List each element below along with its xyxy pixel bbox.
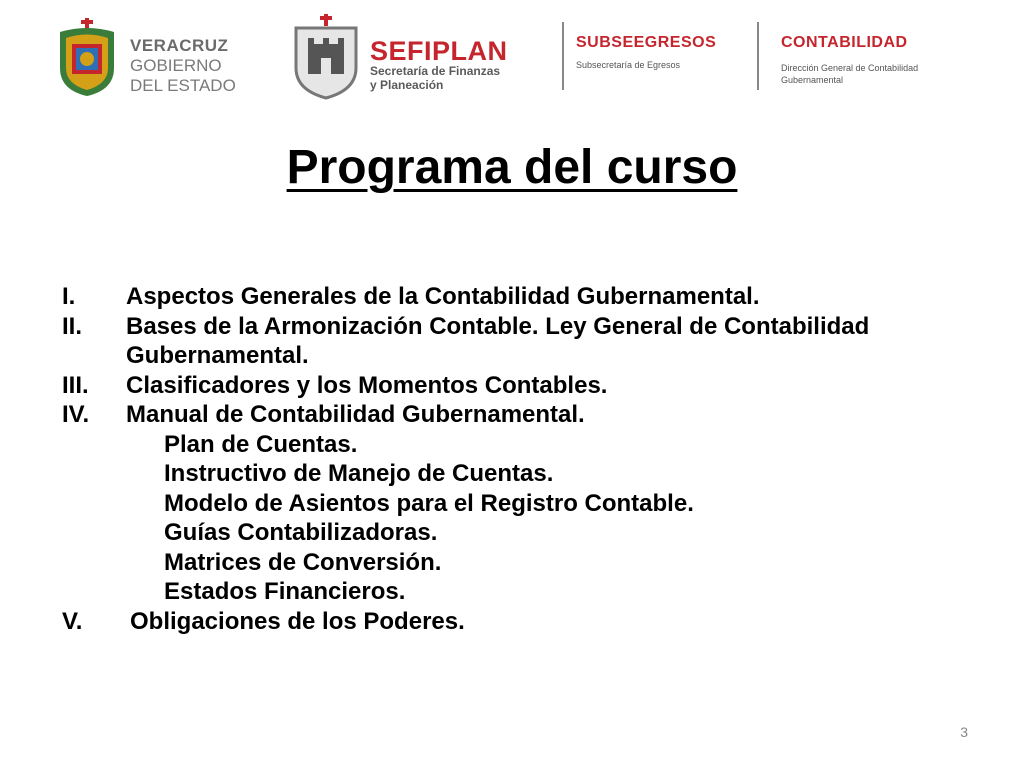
- sefiplan-sub-line1: Secretaría de Finanzas: [370, 64, 501, 78]
- outline-subitem: Matrices de Conversión.: [164, 548, 442, 576]
- page-number: 3: [960, 724, 968, 740]
- sefiplan-castle-icon: [290, 14, 362, 100]
- subseegresos-logo: [562, 18, 752, 90]
- outline-item: [62, 371, 1002, 401]
- outline-subitem: Estados Financieros.: [164, 578, 406, 605]
- contabilidad-sub-line1: Dirección General de Contabilidad: [781, 63, 919, 73]
- item-text: Bases de la Armonización Contable. Ley General de Contabilidad Gubernamental.: [126, 312, 870, 369]
- subseegresos-subtitle: Subsecretaría de Egresos: [576, 60, 681, 70]
- item-text: Clasificadores y los Momentos Contables.: [126, 371, 608, 399]
- divider-line: [757, 22, 759, 90]
- item-number: II.: [62, 312, 83, 340]
- veracruz-line3: DEL ESTADO: [130, 76, 236, 95]
- item-text: Aspectos Generales de la Contabilidad Gubernamental.: [126, 283, 760, 310]
- veracruz-line1: VERACRUZ: [130, 36, 229, 55]
- outline-item: [62, 282, 1002, 312]
- outline-subitem: Plan de Cuentas.: [164, 430, 358, 458]
- item-number: I.: [62, 283, 76, 310]
- subseegresos-title: SUBSEEGRESOS: [576, 34, 717, 51]
- contabilidad-title: CONTABILIDAD: [781, 34, 908, 51]
- outline-item: [62, 607, 1002, 637]
- contabilidad-subtitle: [781, 62, 918, 86]
- veracruz-shield-icon: [52, 18, 122, 98]
- sefiplan-title: SEFIPLAN: [370, 36, 508, 66]
- outline-item: [62, 312, 1002, 371]
- veracruz-logo: [52, 18, 237, 98]
- sefiplan-logo: [290, 14, 540, 100]
- outline-subitem: Instructivo de Manejo de Cuentas.: [164, 460, 554, 487]
- item-number: III.: [62, 371, 89, 399]
- sefiplan-sub-line2: y Planeación: [370, 78, 444, 92]
- item-text: Manual de Contabilidad Gubernamental.: [126, 401, 585, 428]
- outline-subitem: Guías Contabilizadoras.: [164, 519, 438, 546]
- sefiplan-subtitle: [370, 64, 500, 92]
- course-outline: [62, 282, 1002, 636]
- outline-subitem: Modelo de Asientos para el Registro Contable.: [164, 489, 694, 517]
- outline-item: [62, 400, 1002, 430]
- item-number: IV.: [62, 401, 90, 428]
- slide-title: Programa del curso: [286, 141, 738, 194]
- item-number: V.: [62, 607, 83, 635]
- contabilidad-logo: [757, 18, 997, 90]
- divider-line: [562, 22, 564, 90]
- item-text: Obligaciones de los Poderes.: [130, 607, 465, 635]
- veracruz-line2: GOBIERNO: [130, 56, 222, 75]
- header-logos: [0, 0, 1024, 110]
- contabilidad-sub-line2: Gubernamental: [781, 75, 844, 85]
